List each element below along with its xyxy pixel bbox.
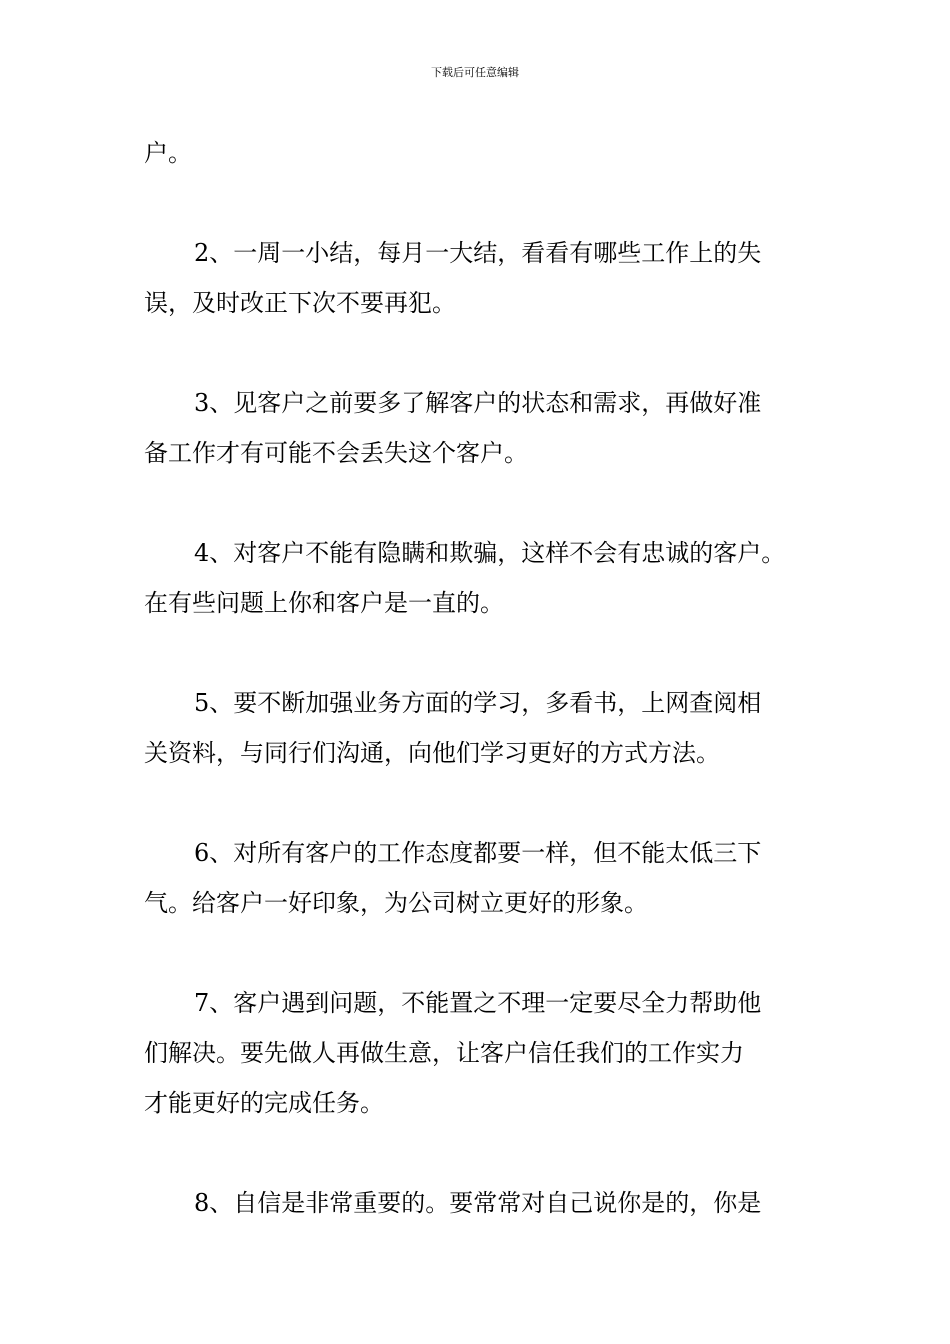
paragraph-line: 3、见客户之前要多了解客户的状态和需求，再做好准	[194, 389, 762, 417]
paragraph-line: 们解决。要先做人再做生意，让客户信任我们的工作实力	[144, 1039, 744, 1067]
paragraph-line: 2、一周一小结，每月一大结，看看有哪些工作上的失	[194, 239, 762, 267]
paragraph-line: 7、客户遇到问题，不能置之不理一定要尽全力帮助他	[194, 989, 762, 1017]
list-item	[144, 1178, 814, 1228]
paragraph-line: 在有些问题上你和客户是一直的。	[144, 589, 504, 617]
paragraph-line: 气。给客户一好印象，为公司树立更好的形象。	[144, 889, 648, 917]
list-item	[144, 378, 814, 478]
page-header: 下载后可任意编辑	[431, 66, 519, 79]
paragraph-line: 5、要不断加强业务方面的学习，多看书，上网查阅相	[194, 689, 762, 717]
paragraph-line: 备工作才有可能不会丢失这个客户。	[144, 439, 528, 467]
document-body	[144, 128, 814, 1228]
paragraph-line: 误，及时改正下次不要再犯。	[144, 289, 456, 317]
paragraph-line: 6、对所有客户的工作态度都要一样，但不能太低三下	[194, 839, 762, 867]
paragraph-line: 才能更好的完成任务。	[144, 1089, 384, 1117]
list-item	[144, 978, 814, 1128]
list-item	[144, 228, 814, 328]
paragraph-line: 8、自信是非常重要的。要常常对自己说你是的，你是	[194, 1189, 762, 1217]
lead-line: 户。	[144, 139, 192, 167]
list-item	[144, 528, 814, 628]
list-item	[144, 678, 814, 778]
list-item	[144, 828, 814, 928]
paragraph-line: 关资料，与同行们沟通，向他们学习更好的方式方法。	[144, 739, 720, 767]
paragraph-line: 4、对客户不能有隐瞒和欺骗，这样不会有忠诚的客户。	[194, 539, 786, 567]
